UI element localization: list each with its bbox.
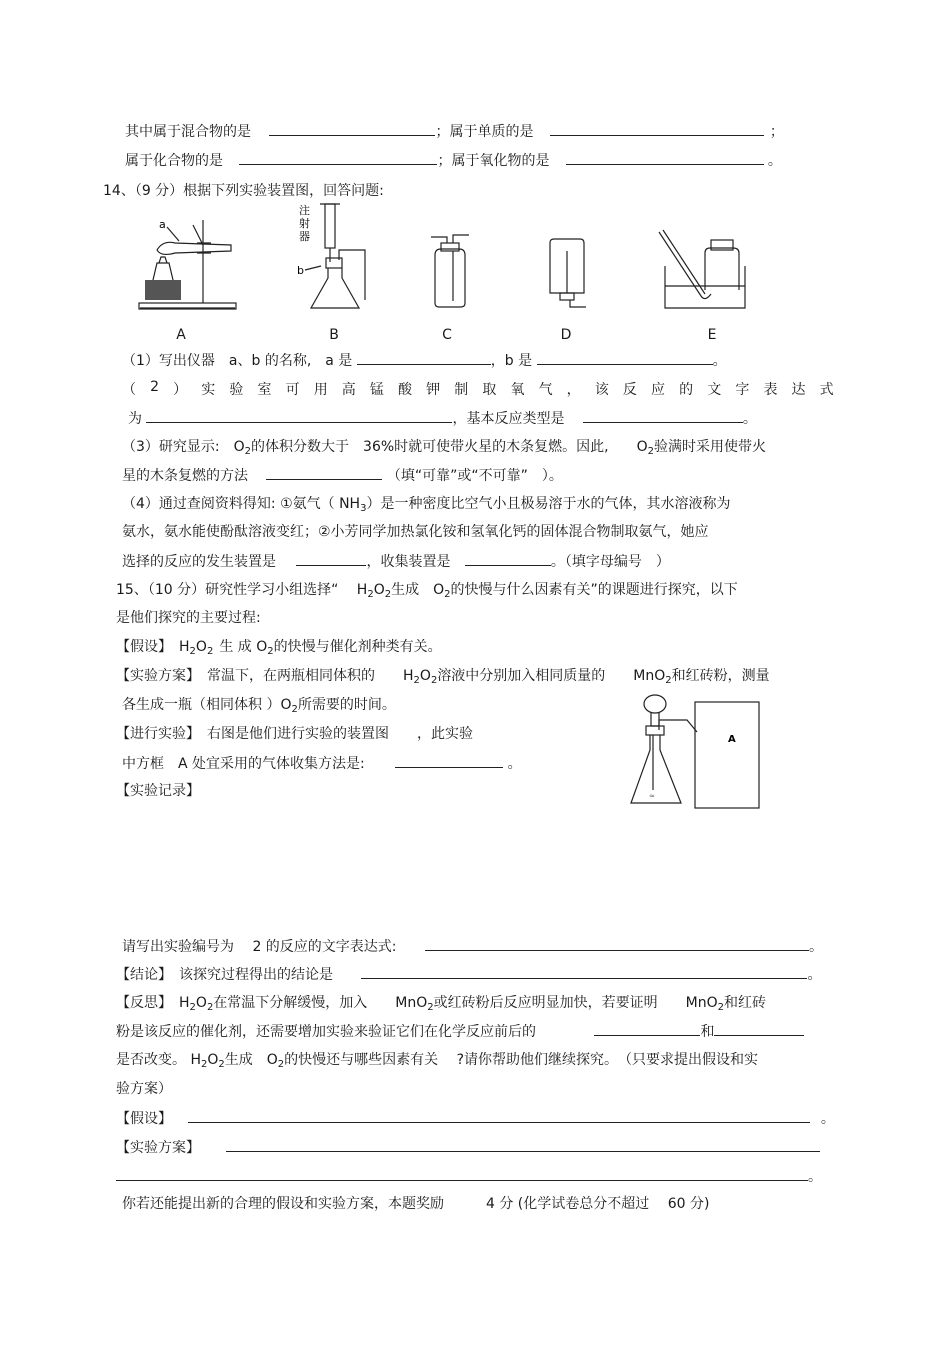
blank-property-1[interactable] [594, 1021, 700, 1036]
q15-hypothesis-2: 【假设】 。 [116, 1108, 835, 1129]
box-label-a: A [728, 734, 736, 745]
apparatus-c-figure [425, 235, 475, 310]
blank-property-2[interactable] [714, 1021, 804, 1036]
q15-reflection-line3: 是否改变。 $H_2O_2$生成 $O_2$的快慢还与哪些因素有关 ?请你帮助他们继续探究。 （只要求提出假设和实 [116, 1052, 759, 1070]
q13-line1: 其中属于混合物的是 ；属于单质的是 ； [125, 121, 784, 142]
q14-p3-line1: （3）研究显示: $O_2$的体积分数大于 36%时就可使带火星的木条复燃。因此, $O_2$验满时采用使带火 [122, 439, 766, 457]
flask-apparatus-figure [625, 690, 765, 815]
flask-liquid-mark: ≈ [649, 792, 655, 800]
mark-syringe-3: 器 [299, 230, 310, 243]
blank-generator[interactable] [296, 551, 366, 566]
figure-label-d: D [560, 327, 572, 343]
blank-compound[interactable] [239, 150, 437, 165]
blank-conclusion[interactable] [361, 964, 807, 979]
figure-label-a: A [176, 327, 186, 343]
blank-element[interactable] [550, 121, 764, 136]
mark-a: a [159, 218, 166, 231]
q14-title: 14、（9 分）根据下列实验装置图，回答问题: [103, 183, 384, 199]
q14-p2-line2: 为 ，基本反应类型是 。 [128, 408, 757, 429]
q15-title: 15、（10 分）研究性学习小组选择“ $H_2O_2$生成 $O_2$的快慢与什么因素有关”的课题进行探究，以下 [116, 582, 738, 600]
figure-label-b: B [329, 327, 339, 343]
blank-word-equation[interactable] [146, 408, 452, 423]
blank-instrument-b[interactable] [537, 350, 713, 365]
blank-plan-2-line2[interactable] [116, 1166, 808, 1181]
q15-reflection-line2: 粉是该反应的催化剂，还需要增加实验来验证它们在化学反应前后的 和 [116, 1021, 804, 1042]
q15-experiment-line1: 【进行实验】 右图是他们进行实验的装置图 ，此实验 [116, 726, 473, 742]
q15-bonus: 你若还能提出新的合理的假设和实验方案，本题奖励 4 分 (化学试卷总分不超过 60 分) [122, 1196, 710, 1212]
blank-oxide[interactable] [566, 150, 764, 165]
mark-syringe-1: 注 [299, 204, 310, 217]
q15-reflection-line1: 【反思】 $H_2O_2$在常温下分解缓慢，加入 MnO$_2$或红砖粉后反应明显加快，若要证明 MnO$_2$和红砖 [116, 995, 767, 1013]
blank-exp2-equation[interactable] [425, 936, 809, 951]
blank-collector[interactable] [465, 551, 551, 566]
q14-p4-line3: 选择的反应的发生装置是 ，收集装置是 。（填字母编号 ） [122, 551, 670, 572]
blank-reaction-type[interactable] [583, 408, 743, 423]
q15-conclusion: 【结论】 该探究过程得出的结论是 。 [116, 964, 821, 985]
q15-hypothesis: 【假设】 $H_2O_2$ 生 成 $O_2$的快慢与催化剂种类有关。 [116, 639, 442, 657]
mark-syringe-2: 射 [299, 217, 310, 230]
q15-expression: 请写出实验编号为 2 的反应的文字表达式: 。 [122, 936, 823, 957]
apparatus-e-figure [655, 228, 755, 313]
q15-reflection-line4: 验方案） [116, 1081, 172, 1097]
q14-p4-line2: 氨水，氨水能使酚酞溶液变红；②小芳同学加热氯化铵和氢氧化钙的固体混合物制取氨气，她应 [122, 524, 709, 540]
q14-p3-line2: 星的木条复燃的方法 （填“可靠”或“不可靠” ）。 [122, 465, 563, 486]
apparatus-b-figure [295, 200, 375, 315]
q14-p1: （1）写出仪器 a、b 的名称, a 是 ，b 是 。 [122, 350, 727, 371]
figure-label-c: C [442, 327, 452, 343]
q14-p4-line1: （4）通过查阅资料得知: ①氨气（ $NH_3$）是一种密度比空气小且极易溶于水的气体，其水溶液称为 [122, 496, 731, 514]
q15-record: 【实验记录】 [116, 783, 200, 799]
figure-label-e: E [707, 327, 717, 343]
apparatus-d-figure [542, 235, 592, 310]
q13-line2: 属于化合物的是 ；属于氧化物的是 。 [125, 150, 782, 171]
q15-plan-2: 【实验方案】 [116, 1137, 820, 1158]
blank-mixture[interactable] [269, 121, 435, 136]
blank-instrument-a[interactable] [357, 350, 491, 365]
q15-line2: 是他们探究的主要过程: [116, 610, 261, 626]
q15-experiment-line2: 中方框 A 处宜采用的气体收集方法是: 。 [122, 753, 522, 774]
q15-plan-2-line2: 。 [116, 1166, 822, 1187]
blank-reliable[interactable] [266, 465, 382, 480]
blank-hypothesis-2[interactable] [188, 1108, 810, 1123]
apparatus-a-figure [135, 215, 245, 315]
blank-plan-2-line1[interactable] [226, 1137, 820, 1152]
blank-collection-method[interactable] [395, 753, 503, 768]
q14-p2-line1: （ 2 ） 实 验 室 可 用 高 锰 酸 钾 制 取 氧 气 ， 该 反 应 的 文 字 表 达 式 [122, 379, 834, 398]
q15-plan-line2: 各生成一瓶（相同体积 ）$O_2$所需要的时间。 [122, 697, 396, 715]
q15-plan-line1: 【实验方案】 常温下，在两瓶相同体积的 $H_2O_2$溶液中分别加入相同质量的 MnO$_2$和红砖粉，测量 [116, 668, 770, 686]
mark-b: b [297, 264, 304, 277]
